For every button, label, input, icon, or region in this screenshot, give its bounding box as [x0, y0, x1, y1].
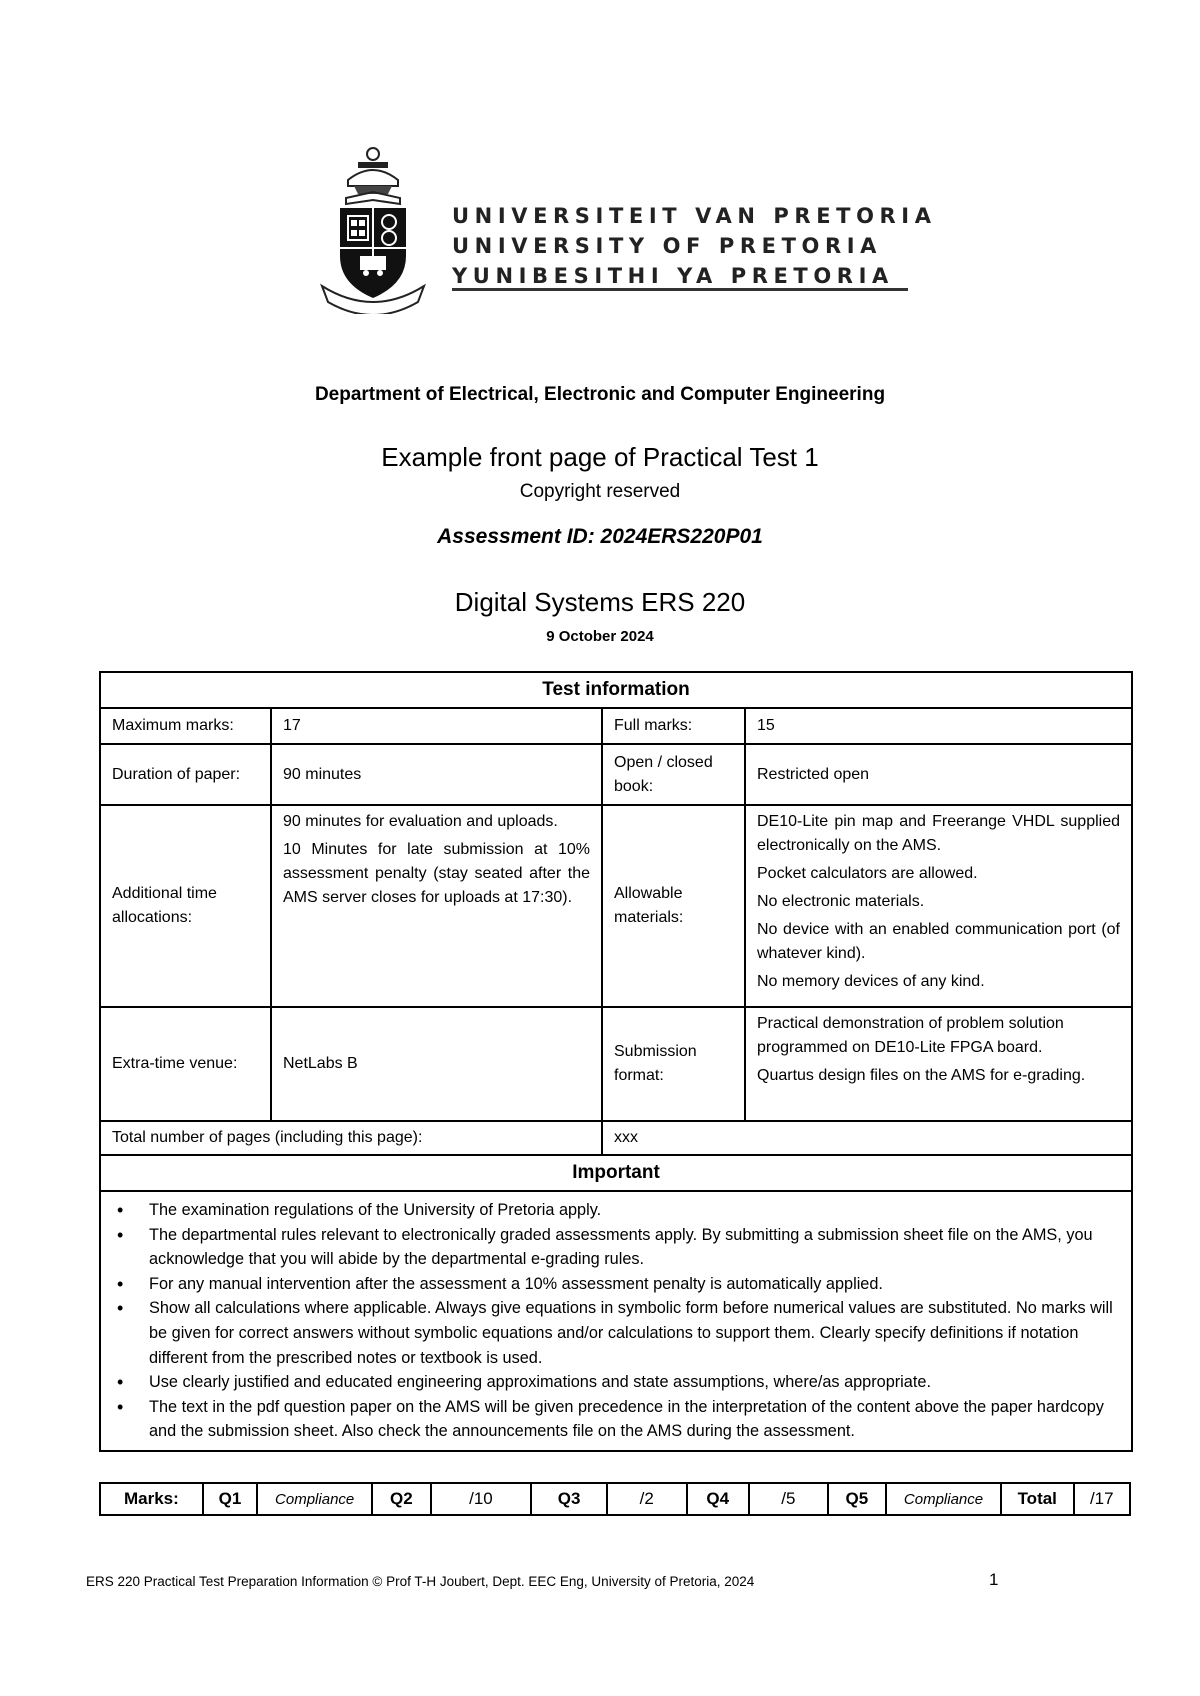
- marks-q5-label: Q5: [828, 1483, 886, 1515]
- submission-format-item: Quartus design files on the AMS for e-grading.: [757, 1067, 1086, 1084]
- marks-q4-label: Q4: [687, 1483, 749, 1515]
- additional-time-values: [271, 805, 602, 1007]
- submission-format-item: Practical demonstration of problem solution programmed on DE10-Lite FPGA board.: [757, 1015, 1064, 1056]
- university-crest-icon: [318, 146, 428, 314]
- allowable-materials-label: Allowable materials:: [602, 805, 745, 1007]
- max-marks-label: Maximum marks:: [100, 708, 271, 744]
- important-item: • Show all calculations where applicable. Always give equations in symbolic form before numerical values are substituted. No marks will be given for correct answers without symbolic equations and/or calculations to support them. Clearly specify definitions if notation different from the prescribed notes or textbook is used.: [115, 1296, 1121, 1370]
- marks-total-value: /17: [1074, 1483, 1130, 1515]
- allowable-material-item: No electronic materials.: [757, 893, 925, 910]
- submission-format-label: Submission format:: [602, 1007, 745, 1121]
- marks-q4-value: /5: [749, 1483, 828, 1515]
- allowable-material-item: Pocket calculators are allowed.: [757, 865, 978, 882]
- full-marks-value: 15: [745, 708, 1132, 744]
- marks-q2-value: /10: [431, 1483, 532, 1515]
- important-item: • The departmental rules relevant to electronically graded assessments apply. By submitting a submission sheet file on the AMS, you acknowledge that you will abide by the departmental e-grading rules.: [115, 1223, 1121, 1272]
- important-item: • The text in the pdf question paper on the AMS will be given precedence in the interpretation of the content above the paper hardcopy and the submission sheet. Also check the announcements file on the AMS during the assessment.: [115, 1395, 1121, 1444]
- duration-label: Duration of paper:: [100, 744, 271, 805]
- marks-q2-label: Q2: [372, 1483, 430, 1515]
- logo-line-english: UNIVERSITY OF PRETORIA: [452, 234, 883, 258]
- important-item: • The examination regulations of the University of Pretoria apply.: [115, 1198, 1121, 1223]
- course-title: Digital Systems ERS 220: [454, 587, 746, 617]
- important-notes: [100, 1191, 1132, 1451]
- total-pages-value: xxx: [602, 1121, 1132, 1155]
- test-information-heading: Test information: [100, 672, 1132, 708]
- allowable-materials-values: [745, 805, 1132, 1007]
- marks-q5-value: Compliance: [886, 1483, 1001, 1515]
- document-title: Example front page of Practical Test 1: [381, 442, 819, 472]
- additional-time-item: 10 Minutes for late submission at 10% assessment penalty (stay seated after the AMS server closes for uploads at 17:30).: [283, 841, 590, 906]
- allowable-material-item: No device with an enabled communication port (of whatever kind).: [757, 921, 1120, 962]
- page-footer: ERS 220 Practical Test Preparation Information © Prof T-H Joubert, Dept. EEC Eng, University of Pretoria, 2024: [86, 1574, 755, 1589]
- logo-line-sepedi: YUNIBESITHI YA PRETORIA: [452, 264, 894, 288]
- duration-value: 90 minutes: [271, 744, 602, 805]
- page-number: 1: [989, 1570, 999, 1589]
- extra-time-venue-label: Extra-time venue:: [100, 1007, 271, 1121]
- max-marks-value: 17: [271, 708, 602, 744]
- university-name-lines: [452, 201, 937, 291]
- important-item: • Use clearly justified and educated engineering approximations and state assumptions, where/as appropriate.: [115, 1370, 1121, 1395]
- open-closed-value: Restricted open: [745, 744, 1132, 805]
- marks-label: Marks:: [100, 1483, 203, 1515]
- allowable-material-item: No memory devices of any kind.: [757, 973, 985, 990]
- logo-line-afrikaans: UNIVERSITEIT VAN PRETORIA: [452, 204, 937, 228]
- submission-format-values: [745, 1007, 1132, 1121]
- test-information-table: [99, 671, 1133, 1452]
- copyright-notice: Copyright reserved: [519, 481, 681, 502]
- marks-q1-label: Q1: [203, 1483, 257, 1515]
- open-closed-label: Open / closed book:: [602, 744, 745, 805]
- marks-total-label: Total: [1001, 1483, 1074, 1515]
- allowable-material-item: DE10-Lite pin map and Freerange VHDL supplied electronically on the AMS.: [757, 813, 1120, 854]
- total-pages-label: Total number of pages (including this page):: [100, 1121, 602, 1155]
- important-list: [101, 1192, 1131, 1450]
- marks-q3-value: /2: [607, 1483, 687, 1515]
- important-item: • For any manual intervention after the assessment a 10% assessment penalty is automatically applied.: [115, 1272, 1121, 1297]
- university-logo: [318, 146, 937, 316]
- additional-time-item: 90 minutes for evaluation and uploads.: [283, 813, 558, 830]
- department-name: Department of Electrical, Electronic and Computer Engineering: [314, 384, 886, 405]
- assessment-id: Assessment ID: 2024ERS220P01: [437, 525, 763, 548]
- full-marks-label: Full marks:: [602, 708, 745, 744]
- marks-q1-value: Compliance: [257, 1483, 372, 1515]
- marks-table: [99, 1482, 1131, 1516]
- important-heading: Important: [100, 1155, 1132, 1191]
- extra-time-venue-value: NetLabs B: [271, 1007, 602, 1121]
- marks-q3-label: Q3: [531, 1483, 607, 1515]
- additional-time-label: Additional time allocations:: [100, 805, 271, 1007]
- test-date: 9 October 2024: [546, 628, 654, 645]
- logo-underline: [452, 288, 908, 291]
